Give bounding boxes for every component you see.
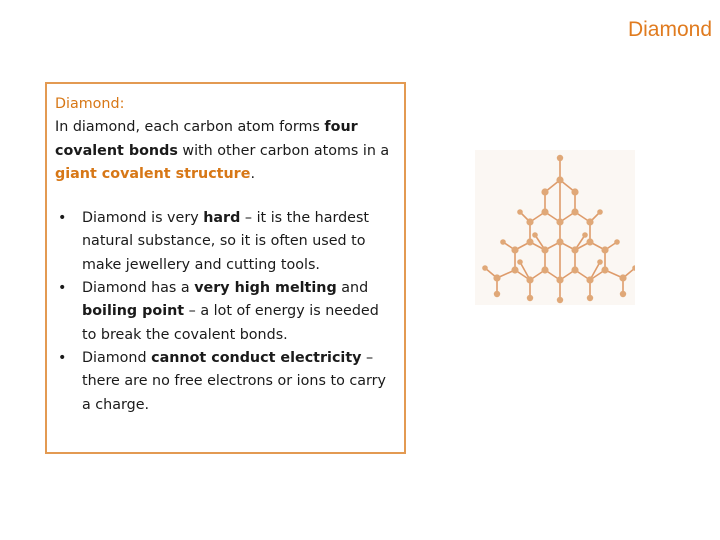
bullet-icon: • [58,349,67,366]
intro-heading: Diamond [55,96,120,112]
list-item-hardness [55,207,396,277]
bullet-icon: • [58,210,67,227]
intro-paragraph [55,93,396,186]
bullet-icon: • [58,280,67,297]
point-highlight: boiling point [82,303,185,320]
diamond-lattice-icon [475,150,635,305]
point-text: – there are no free electrons or ions to carry a charge. [82,349,386,413]
point-text: Diamond is very [82,210,204,227]
point-text: – it is the hardest natural substance, so it is often used to make jewellery and cutting tools. [82,210,370,273]
intro-structure: giant covalent structure [55,165,251,182]
list-item-conductivity [55,347,396,417]
slide-title: Diamond [627,18,712,41]
point-text: and [336,280,369,297]
intro-heading-colon: : [119,96,125,112]
point-highlight: very high melting [194,280,337,297]
intro-text: In diamond, each carbon atom forms [55,119,325,136]
point-highlight: hard [203,210,241,227]
list-item-melting-point [55,277,396,347]
property-list [55,207,396,417]
intro-end: . [250,165,255,182]
point-text: – a lot of energy is needed to break the covalent bonds. [82,303,379,343]
intro-bonds: four covalent bonds [55,119,358,159]
point-text: Diamond has a [82,280,195,297]
point-highlight: cannot conduct electricity [151,349,362,366]
info-box [45,82,406,454]
point-text: Diamond [82,349,152,366]
intro-text-2: with other carbon atoms in a [177,142,390,159]
